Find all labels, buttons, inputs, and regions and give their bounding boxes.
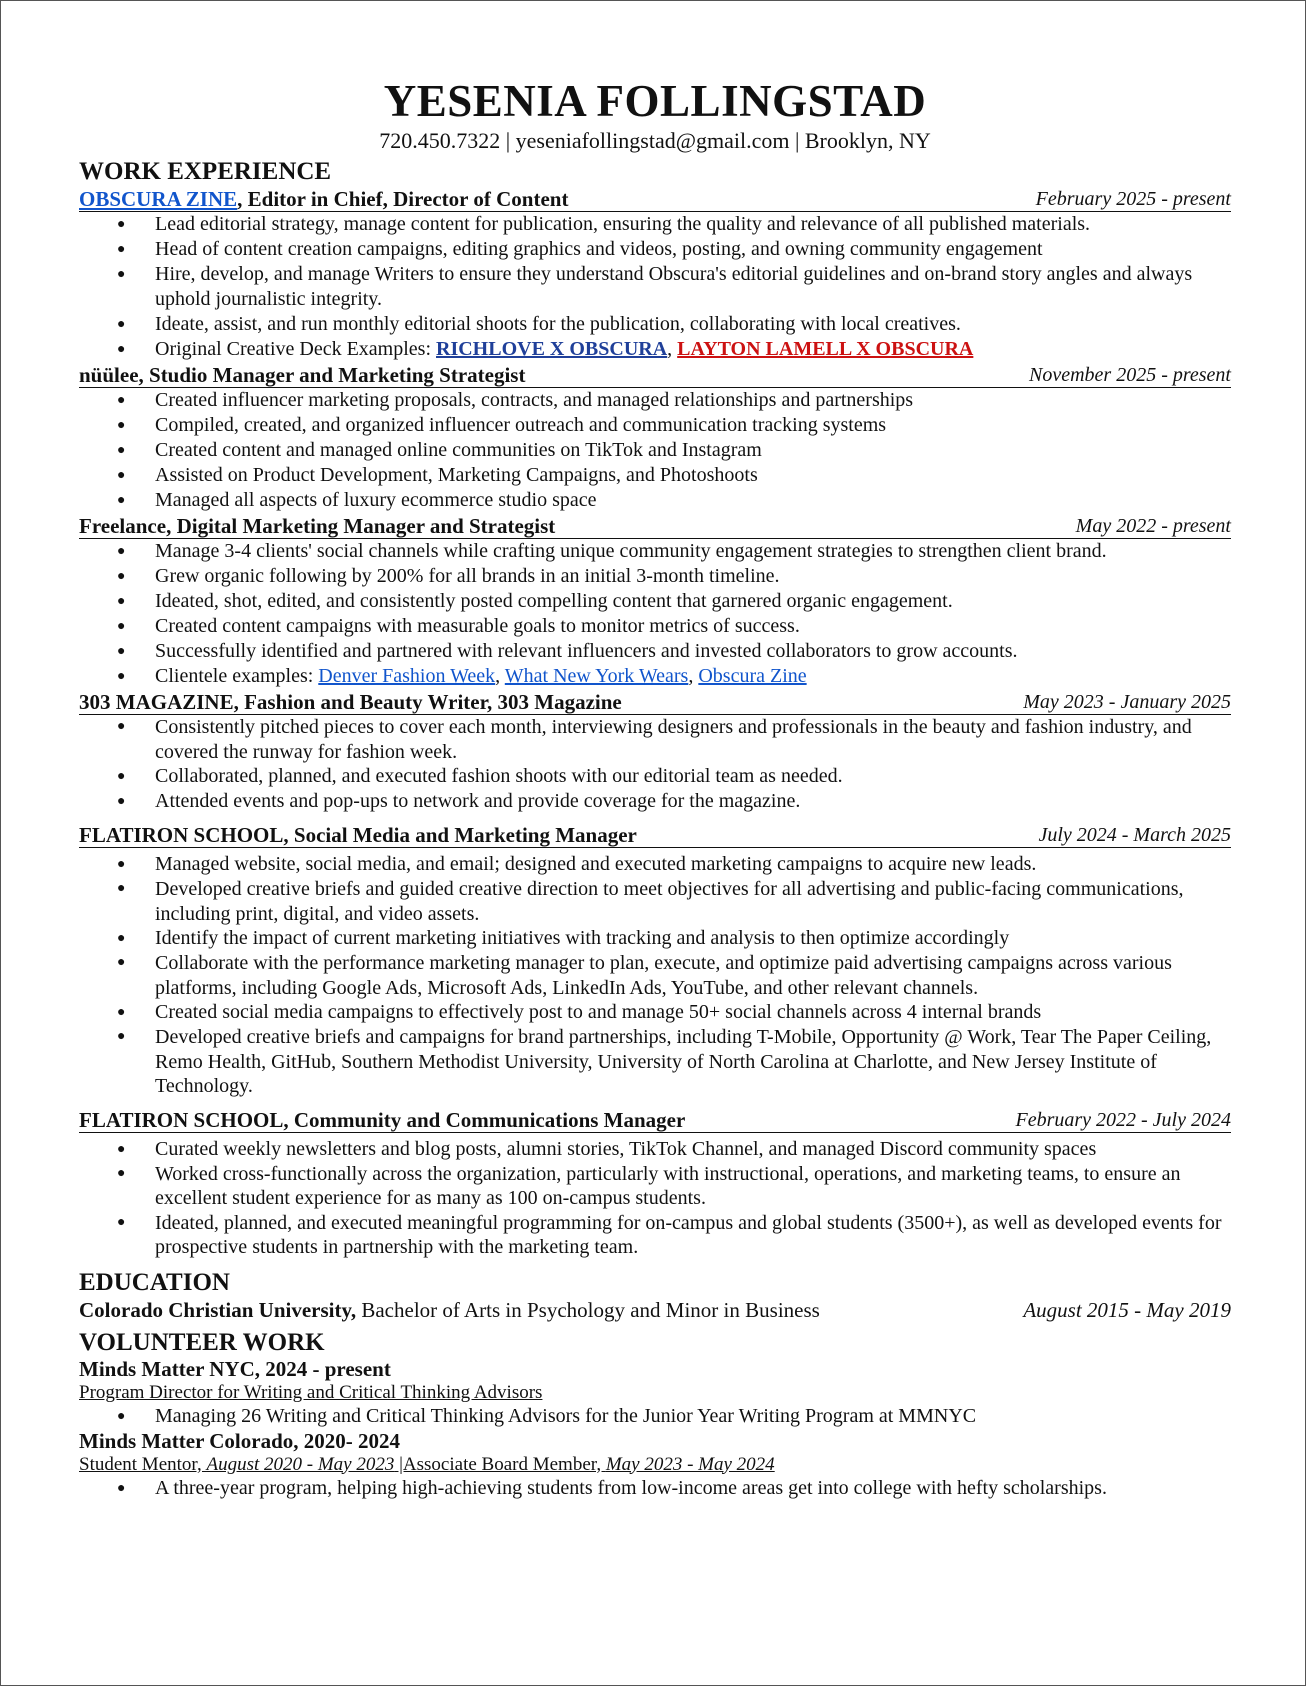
job-bullets — [79, 1137, 1231, 1260]
clientele-separator: , — [688, 665, 699, 687]
list-item: ● Hire, develop, and manage Writers to ensure they understand Obscura's editorial guidelines and on-brand story angles and always uphold journalistic integrity. — [155, 262, 1231, 312]
job-title — [79, 187, 568, 211]
education-entry — [79, 1297, 1231, 1324]
job-bullets — [79, 388, 1231, 513]
role-mentor: Student Mentor, — [79, 1453, 207, 1475]
resume-content — [79, 75, 1231, 1501]
list-item: ● Created content campaigns with measurable goals to monitor metrics of success. — [155, 614, 1231, 639]
job-title: nüülee, Studio Manager and Marketing Strategist — [79, 363, 526, 387]
job-date: February 2022 - July 2024 — [1015, 1108, 1231, 1131]
list-item: ● Consistently pitched pieces to cover each month, interviewing designers and professionals in the beauty and fashion industry, and covered the runway for fashion week. — [155, 715, 1231, 764]
list-item: ● Manage 3-4 clients' social channels while crafting unique community engagement strategies to strengthen client brand. — [155, 539, 1231, 564]
list-item: ● Head of content creation campaigns, editing graphics and videos, posting, and owning community engagement — [155, 237, 1231, 262]
degree: Bachelor of Arts in Psychology and Minor in Business — [356, 1297, 820, 1322]
job-bullets — [79, 212, 1231, 362]
job-date: May 2023 - January 2025 — [1023, 691, 1231, 713]
job-header-nuulee — [79, 362, 1231, 388]
list-item: ● Collaborate with the performance marketing manager to plan, execute, and optimize paid advertising campaigns across various platforms, including Google Ads, Microsoft Ads, LinkedIn Ads, YouTube, and other relevant channels. — [155, 951, 1231, 1000]
job-header-303-magazine — [79, 689, 1231, 715]
spacer — [79, 814, 1231, 822]
what-new-york-wears-link[interactable]: What New York Wears — [504, 665, 689, 687]
volunteer-heading: VOLUNTEER WORK — [79, 1328, 325, 1356]
work-experience-heading: WORK EXPERIENCE — [79, 158, 332, 185]
list-item: ● Created content and managed online communities on TikTok and Instagram — [155, 438, 1231, 463]
education-text — [79, 1297, 820, 1324]
denver-fashion-week-link[interactable]: Denver Fashion Week — [318, 665, 496, 687]
job-date: November 2025 - present — [1029, 364, 1231, 386]
job-header-flatiron-marketing — [79, 822, 1231, 848]
list-item: ● Developed creative briefs and guided creative direction to meet objectives for all advertising and public-facing communications, including print, digital, and video assets. — [155, 877, 1231, 926]
job-title-text: , Editor in Chief, Director of Content — [237, 187, 569, 211]
contact-line: 720.450.7322 | yeseniafollingstad@gmail.com | Brooklyn, NY — [379, 128, 931, 153]
richlove-deck-link[interactable]: RICHLOVE X OBSCURA — [436, 338, 668, 360]
clientele-separator: , — [495, 665, 505, 687]
layton-lamell-deck-link[interactable]: LAYTON LAMELL X OBSCURA — [677, 338, 974, 360]
job-title: 303 MAGAZINE, Fashion and Beauty Writer, 303 Magazine — [79, 690, 622, 714]
list-item: ● Created social media campaigns to effectively post to and manage 50+ social channels across 4 internal brands — [155, 1000, 1231, 1025]
role-mentor-date: August 2020 - May 2023 — [206, 1453, 395, 1475]
volunteer-role-nyc: Program Director for Writing and Critical Thinking Advisors — [79, 1381, 543, 1403]
list-item: ● Ideated, shot, edited, and consistently posted compelling content that garnered organic engagement. — [155, 589, 1231, 614]
volunteer-org-nyc: Minds Matter NYC, 2024 - present — [79, 1356, 391, 1381]
education-date: August 2015 - May 2019 — [1023, 1297, 1231, 1322]
list-item: ● Worked cross-functionally across the organization, particularly with instructional, operations, and marketing teams, to ensure an excellent student experience for as many as 100 on-campus students. — [155, 1162, 1231, 1211]
job-date: July 2024 - March 2025 — [1038, 824, 1231, 846]
list-item: ● Created influencer marketing proposals, contracts, and managed relationships and partnerships — [155, 388, 1231, 413]
job-title: FLATIRON SCHOOL, Social Media and Marketing Manager — [79, 823, 637, 847]
job-date: February 2025 - present — [1035, 188, 1231, 210]
volunteer-bullets-colorado — [79, 1476, 1231, 1501]
list-item — [155, 664, 1231, 689]
job-title: Freelance, Digital Marketing Manager and Strategist — [79, 514, 556, 538]
job-bullets — [79, 852, 1231, 1099]
list-item — [155, 337, 1231, 362]
job-bullets — [79, 539, 1231, 689]
list-item: ● A three-year program, helping high-achieving students from low-income areas get into college with hefty scholarships. — [155, 1476, 1231, 1501]
list-item: ● Successfully identified and partnered with relevant influencers and invested collaborators to grow accounts. — [155, 639, 1231, 664]
deck-separator: , — [667, 338, 678, 360]
list-item: ● Identify the impact of current marketing initiatives with tracking and analysis to then optimize accordingly — [155, 926, 1231, 951]
list-item: ● Managed website, social media, and email; designed and executed marketing campaigns to acquire new leads. — [155, 852, 1231, 877]
list-item: ● Curated weekly newsletters and blog posts, alumni stories, TikTok Channel, and managed Discord community spaces — [155, 1137, 1231, 1162]
clientele-label: Clientele examples: — [155, 665, 319, 687]
spacer — [79, 1099, 1231, 1107]
deck-label: Original Creative Deck Examples: — [155, 338, 437, 360]
job-title: FLATIRON SCHOOL, Community and Communications Manager — [79, 1107, 686, 1132]
education-heading: EDUCATION — [79, 1268, 230, 1296]
candidate-name: YESENIA FOLLINGSTAD — [383, 76, 927, 126]
list-item: ● Developed creative briefs and campaigns for brand partnerships, including T-Mobile, Opportunity @ Work, Tear The Paper Ceiling, Remo Health, GitHub, Southern Methodist University, University of North Carolina at Charlotte, and New Jersey Institute of Technology. — [155, 1025, 1231, 1099]
list-item: ● Ideate, assist, and run monthly editorial shoots for the publication, collaborating with local creatives. — [155, 312, 1231, 337]
role-board-date: May 2023 - May 2024 — [605, 1453, 775, 1475]
list-item: ● Compiled, created, and organized influencer outreach and communication tracking systems — [155, 413, 1231, 438]
list-item: ● Collaborated, planned, and executed fashion shoots with our editorial team as needed. — [155, 764, 1231, 789]
list-item: ● Ideated, planned, and executed meaningful programming for on-campus and global students (3500+), as well as developed events for prospective students in partnership with the marketing team. — [155, 1211, 1231, 1260]
job-header-obscura — [79, 186, 1231, 212]
job-header-freelance — [79, 513, 1231, 539]
obscura-zine-clientele-link[interactable]: Obscura Zine — [698, 665, 807, 687]
volunteer-bullets-nyc — [79, 1404, 1231, 1429]
list-item: ● Assisted on Product Development, Marketing Campaigns, and Photoshoots — [155, 463, 1231, 488]
list-item: ● Grew organic following by 200% for all brands in an initial 3-month timeline. — [155, 564, 1231, 589]
list-item: ● Attended events and pop-ups to network and provide coverage for the magazine. — [155, 789, 1231, 814]
volunteer-org-colorado: Minds Matter Colorado, 2020- 2024 — [79, 1428, 400, 1453]
role-board: |Associate Board Member, — [394, 1453, 606, 1475]
school-name: Colorado Christian University, — [79, 1297, 357, 1322]
job-header-flatiron-community — [79, 1107, 1231, 1133]
job-bullets — [79, 715, 1231, 814]
obscura-zine-link[interactable]: OBSCURA ZINE — [79, 187, 238, 211]
spacer — [79, 1260, 1231, 1268]
list-item: ● Managed all aspects of luxury ecommerce studio space — [155, 488, 1231, 513]
job-date: May 2022 - present — [1075, 515, 1231, 537]
list-item: ● Lead editorial strategy, manage content for publication, ensuring the quality and relevance of all published materials. — [155, 212, 1231, 237]
volunteer-role-colorado — [79, 1453, 1231, 1476]
list-item: ● Managing 26 Writing and Critical Thinking Advisors for the Junior Year Writing Program at MMNYC — [155, 1404, 1231, 1429]
